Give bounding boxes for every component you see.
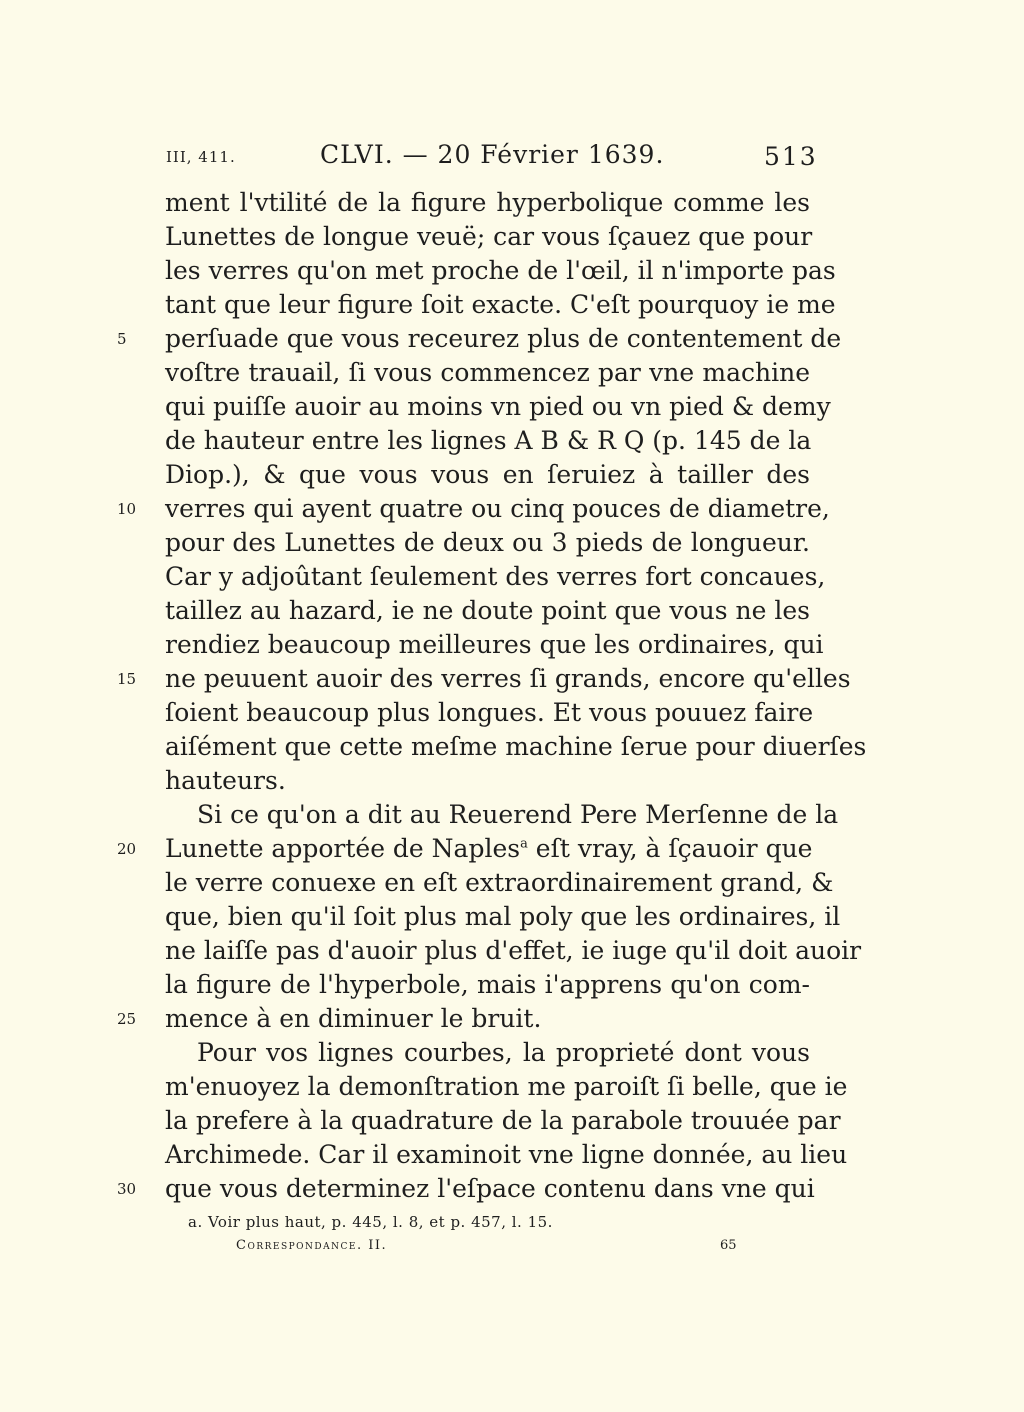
text-line (117, 322, 842, 356)
text-line (165, 1070, 848, 1104)
line-text-continued: eſt vray, à ſçauoir que (527, 834, 813, 863)
text-line (165, 390, 831, 424)
text-line (165, 1036, 810, 1070)
text-line (165, 798, 839, 832)
line-text: de hauteur entre les lignes A B & R Q (p. 145 de la (165, 426, 812, 455)
line-text: Si ce qu'on a dit au Reuerend Pere Merſenne de la (197, 800, 839, 829)
text-line (165, 458, 810, 492)
line-text: Pour vos lignes courbes, la proprieté dont vous (197, 1038, 810, 1067)
line-text: verres qui ayent quatre ou cinq pouces de diametre, (165, 494, 830, 523)
line-text: Lunette apportée de Naples (165, 834, 521, 863)
running-header (0, 140, 1024, 180)
text-line (165, 900, 841, 934)
signature-number: 65 (720, 1238, 737, 1253)
text-line (165, 968, 810, 1002)
text-line (165, 1138, 848, 1172)
line-number: 30 (117, 1180, 137, 1198)
text-line (165, 628, 824, 662)
text-line (165, 764, 810, 798)
text-line (165, 356, 810, 390)
text-line (165, 934, 862, 968)
footnote: a. Voir plus haut, p. 445, l. 8, et p. 457, l. 15. (188, 1213, 553, 1231)
text-line (165, 1104, 841, 1138)
text-line (165, 288, 836, 322)
text-line (165, 730, 867, 764)
line-text: ne laiſſe pas d'auoir plus d'effet, ie iuge qu'il doit auoir (165, 936, 862, 965)
text-line (165, 186, 810, 220)
line-text: qui puiſſe auoir au moins vn pied ou vn pied & demy (165, 392, 831, 421)
line-number: 25 (117, 1010, 137, 1028)
body-text (117, 186, 867, 1206)
line-text: Archimede. Car il examinoit vne ligne donnée, au lieu (165, 1140, 848, 1169)
line-text: que vous determinez l'eſpace contenu dans vne qui (165, 1174, 815, 1203)
line-text: le verre conuexe en eſt extraordinairement grand, & (165, 868, 834, 897)
line-text: ſoient beaucoup plus longues. Et vous pouuez faire (165, 698, 814, 727)
letter-heading: CLVI. — 20 Février 1639. (320, 140, 665, 169)
line-text: taillez au hazard, ie ne doute point que vous ne les (165, 596, 810, 625)
text-line (117, 1172, 815, 1206)
line-text: ment l'vtilité de la figure hyperbolique comme les (165, 188, 810, 217)
text-line (165, 424, 810, 458)
text-line (165, 866, 834, 900)
text-line (117, 832, 813, 866)
text-line (165, 594, 810, 628)
line-text: Car y adjoûtant ſeulement des verres fort concaues, (165, 562, 826, 591)
line-text: la prefere à la quadrature de la parabole trouuée par (165, 1106, 841, 1135)
line-text: Lunettes de longue veuë; car vous ſçauez que pour (165, 222, 813, 251)
line-text: les verres qu'on met proche de l'œil, il n'importe pas (165, 256, 836, 285)
line-text: m'enuoyez la demonſtration me paroiſt ſi belle, que ie (165, 1072, 848, 1101)
line-number: 20 (117, 840, 137, 858)
line-text: tant que leur figure ſoit exacte. C'eſt pourquoy ie me (165, 290, 836, 319)
text-line (165, 220, 813, 254)
text-line (117, 662, 851, 696)
volume-reference: III, 411. (166, 148, 236, 166)
text-line (165, 696, 814, 730)
text-line (117, 1002, 810, 1036)
line-text: aiſément que cette meſme machine ſerue pour diuerſes (165, 732, 867, 761)
signature-mark: Correspondance. II. (236, 1238, 388, 1253)
page-number: 513 (764, 142, 818, 171)
line-text: hauteurs. (165, 766, 286, 795)
text-line (117, 492, 830, 526)
line-text: que, bien qu'il ſoit plus mal poly que les ordinaires, il (165, 902, 841, 931)
line-text: la figure de l'hyperbole, mais i'apprens qu'on com- (165, 970, 810, 999)
line-text: rendiez beaucoup meilleures que les ordinaires, qui (165, 630, 824, 659)
text-line (165, 560, 826, 594)
line-number: 5 (117, 330, 127, 348)
text-line (165, 526, 810, 560)
line-text: voſtre trauail, ſi vous commencez par vne machine (165, 358, 810, 387)
line-number: 15 (117, 670, 137, 688)
line-text: perſuade que vous receurez plus de contentement de (165, 324, 842, 353)
line-text: ne peuuent auoir des verres ſi grands, encore qu'elles (165, 664, 851, 693)
footnote-marker: a (520, 836, 528, 852)
line-text: pour des Lunettes de deux ou 3 pieds de longueur. (165, 528, 810, 557)
line-number: 10 (117, 500, 137, 518)
line-text: Diop.), & que vous vous en ſeruiez à tailler des (165, 460, 810, 489)
text-line (165, 254, 836, 288)
line-text: mence à en diminuer le bruit. (165, 1004, 542, 1033)
